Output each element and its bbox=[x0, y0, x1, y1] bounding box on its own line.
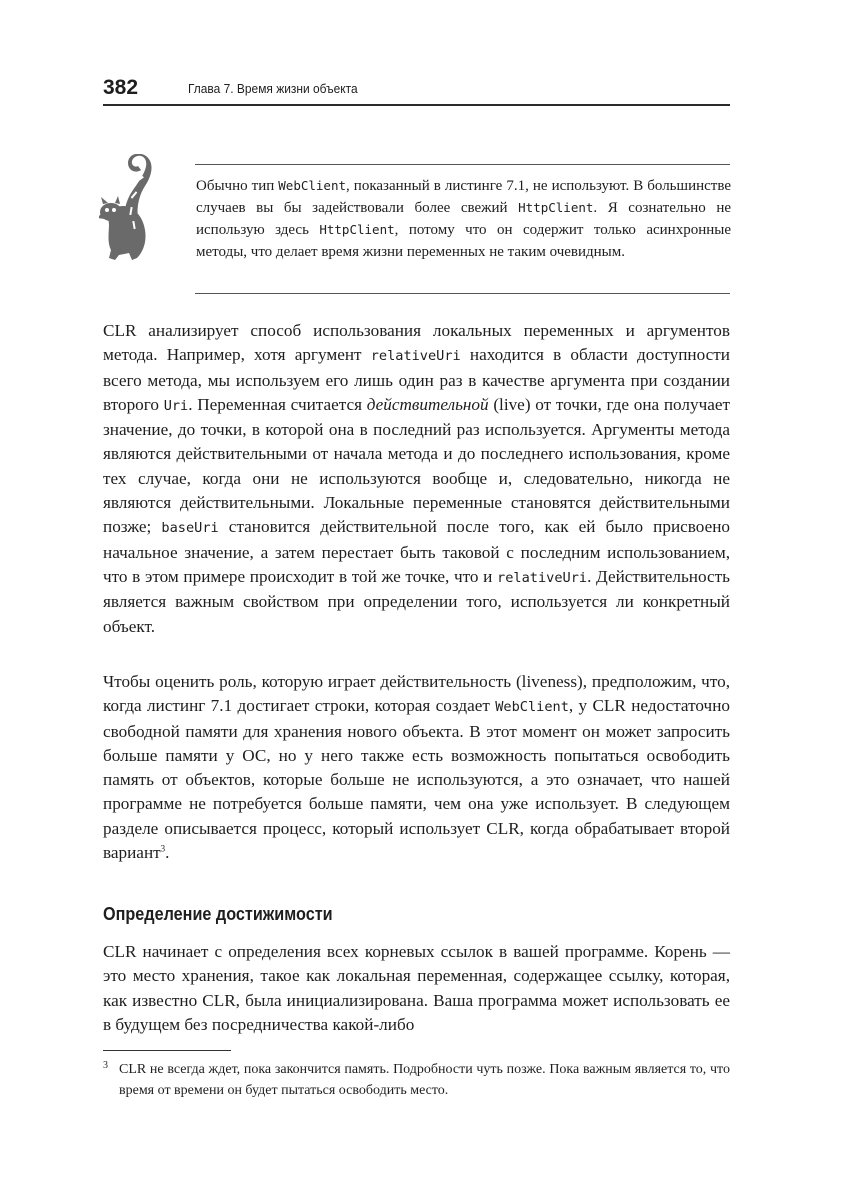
paragraph-2: Чтобы оценить роль, которую играет действительность (liveness), предположим, что, когда листинг 7.1 достигает строки, которая создает WebClient, у CLR недостаточно свободной памяти для хранения нового объекта. В этот момент он может запросить больше памяти у ОС, но у него также есть возможность попытаться освободить память от объектов, которые больше не используются, а это означает, что нашей программе не потребуется больше памяти, чем она уже использует. В следующем разделе описывается процесс, который использует CLR, когда обрабатывает второй вариант$^3$. bbox=[103, 672, 730, 863]
emphasis-live: действительной bbox=[366, 394, 489, 414]
lemur-icon bbox=[99, 154, 169, 266]
page-number: 382 bbox=[103, 76, 139, 99]
code-relativeuri: relativeUri bbox=[370, 348, 461, 365]
note-top-rule bbox=[195, 164, 730, 165]
code-httpclient: HttpClient bbox=[518, 200, 594, 215]
footnote-rule bbox=[103, 1050, 231, 1051]
code-uri: Uri bbox=[163, 397, 189, 414]
code-relativeuri-2: relativeUri bbox=[497, 569, 588, 586]
paragraph-3: CLR начинает с определения всех корневых ссылок в вашей программе. Корень — это место хранения, такое как локальная переменная, содержащее ссылку, которая, как известно CLR, была инициализирована. Ваша программа может использовать ее в будущем без посредничества какой-либо bbox=[103, 942, 730, 1034]
footnote-mark: 3 bbox=[103, 1060, 108, 1071]
page-header bbox=[103, 76, 730, 106]
code-webclient: WebClient bbox=[278, 178, 347, 193]
running-head: Глава 7. Время жизни объекта bbox=[188, 81, 358, 96]
code-baseuri: baseUri bbox=[161, 520, 219, 537]
section-heading: Определение достижимости bbox=[103, 904, 333, 924]
footnote bbox=[103, 1059, 730, 1101]
code-httpclient-2: HttpClient bbox=[319, 222, 395, 237]
paragraph-1: CLR анализирует способ использования локальных переменных и аргументов метода. Например, хотя аргумент relativeUri находится в области доступности всего метода, мы используем его лишь один раз в качестве аргумента при создании второго Uri. Переменная считается действительной (live) от точки, где она получает значение, до точки, в которой она в последний раз используется. Аргументы метода являются действительными от начала метода и до последнего использования, кроме тех случае, когда они не используются вообще и, следовательно, никогда не являются действительными. Локальные переменные становятся действительными позже; baseUri становится действительной после того, как ей было присвоено начальное значение, а затем перестает быть таковой с последним использованием, что в этом примере происходит в той же точке, что и relativeUri. Действительность является важным свойством при определении того, используется ли конкретный объект. bbox=[103, 321, 731, 636]
note-bottom-rule bbox=[195, 293, 730, 294]
code-webclient-2: WebClient bbox=[495, 699, 569, 716]
footnote-text: CLR не всегда ждет, пока закончится память. Подробности чуть позже. Пока важным является то, что время от времени он будет пытаться освободить место. bbox=[119, 1062, 730, 1098]
footnote-ref[interactable]: 3 bbox=[160, 843, 166, 854]
note-text: Обычно тип WebClient, показанный в листинге 7.1, не используют. В большинстве случаев вы бы задействовали более свежий HttpClient. Я сознательно не использую здесь HttpClient, потому что он содержит только асинхронные методы, что делает время жизни переменных не таким очевидным. bbox=[196, 178, 732, 260]
note-box bbox=[99, 148, 730, 296]
